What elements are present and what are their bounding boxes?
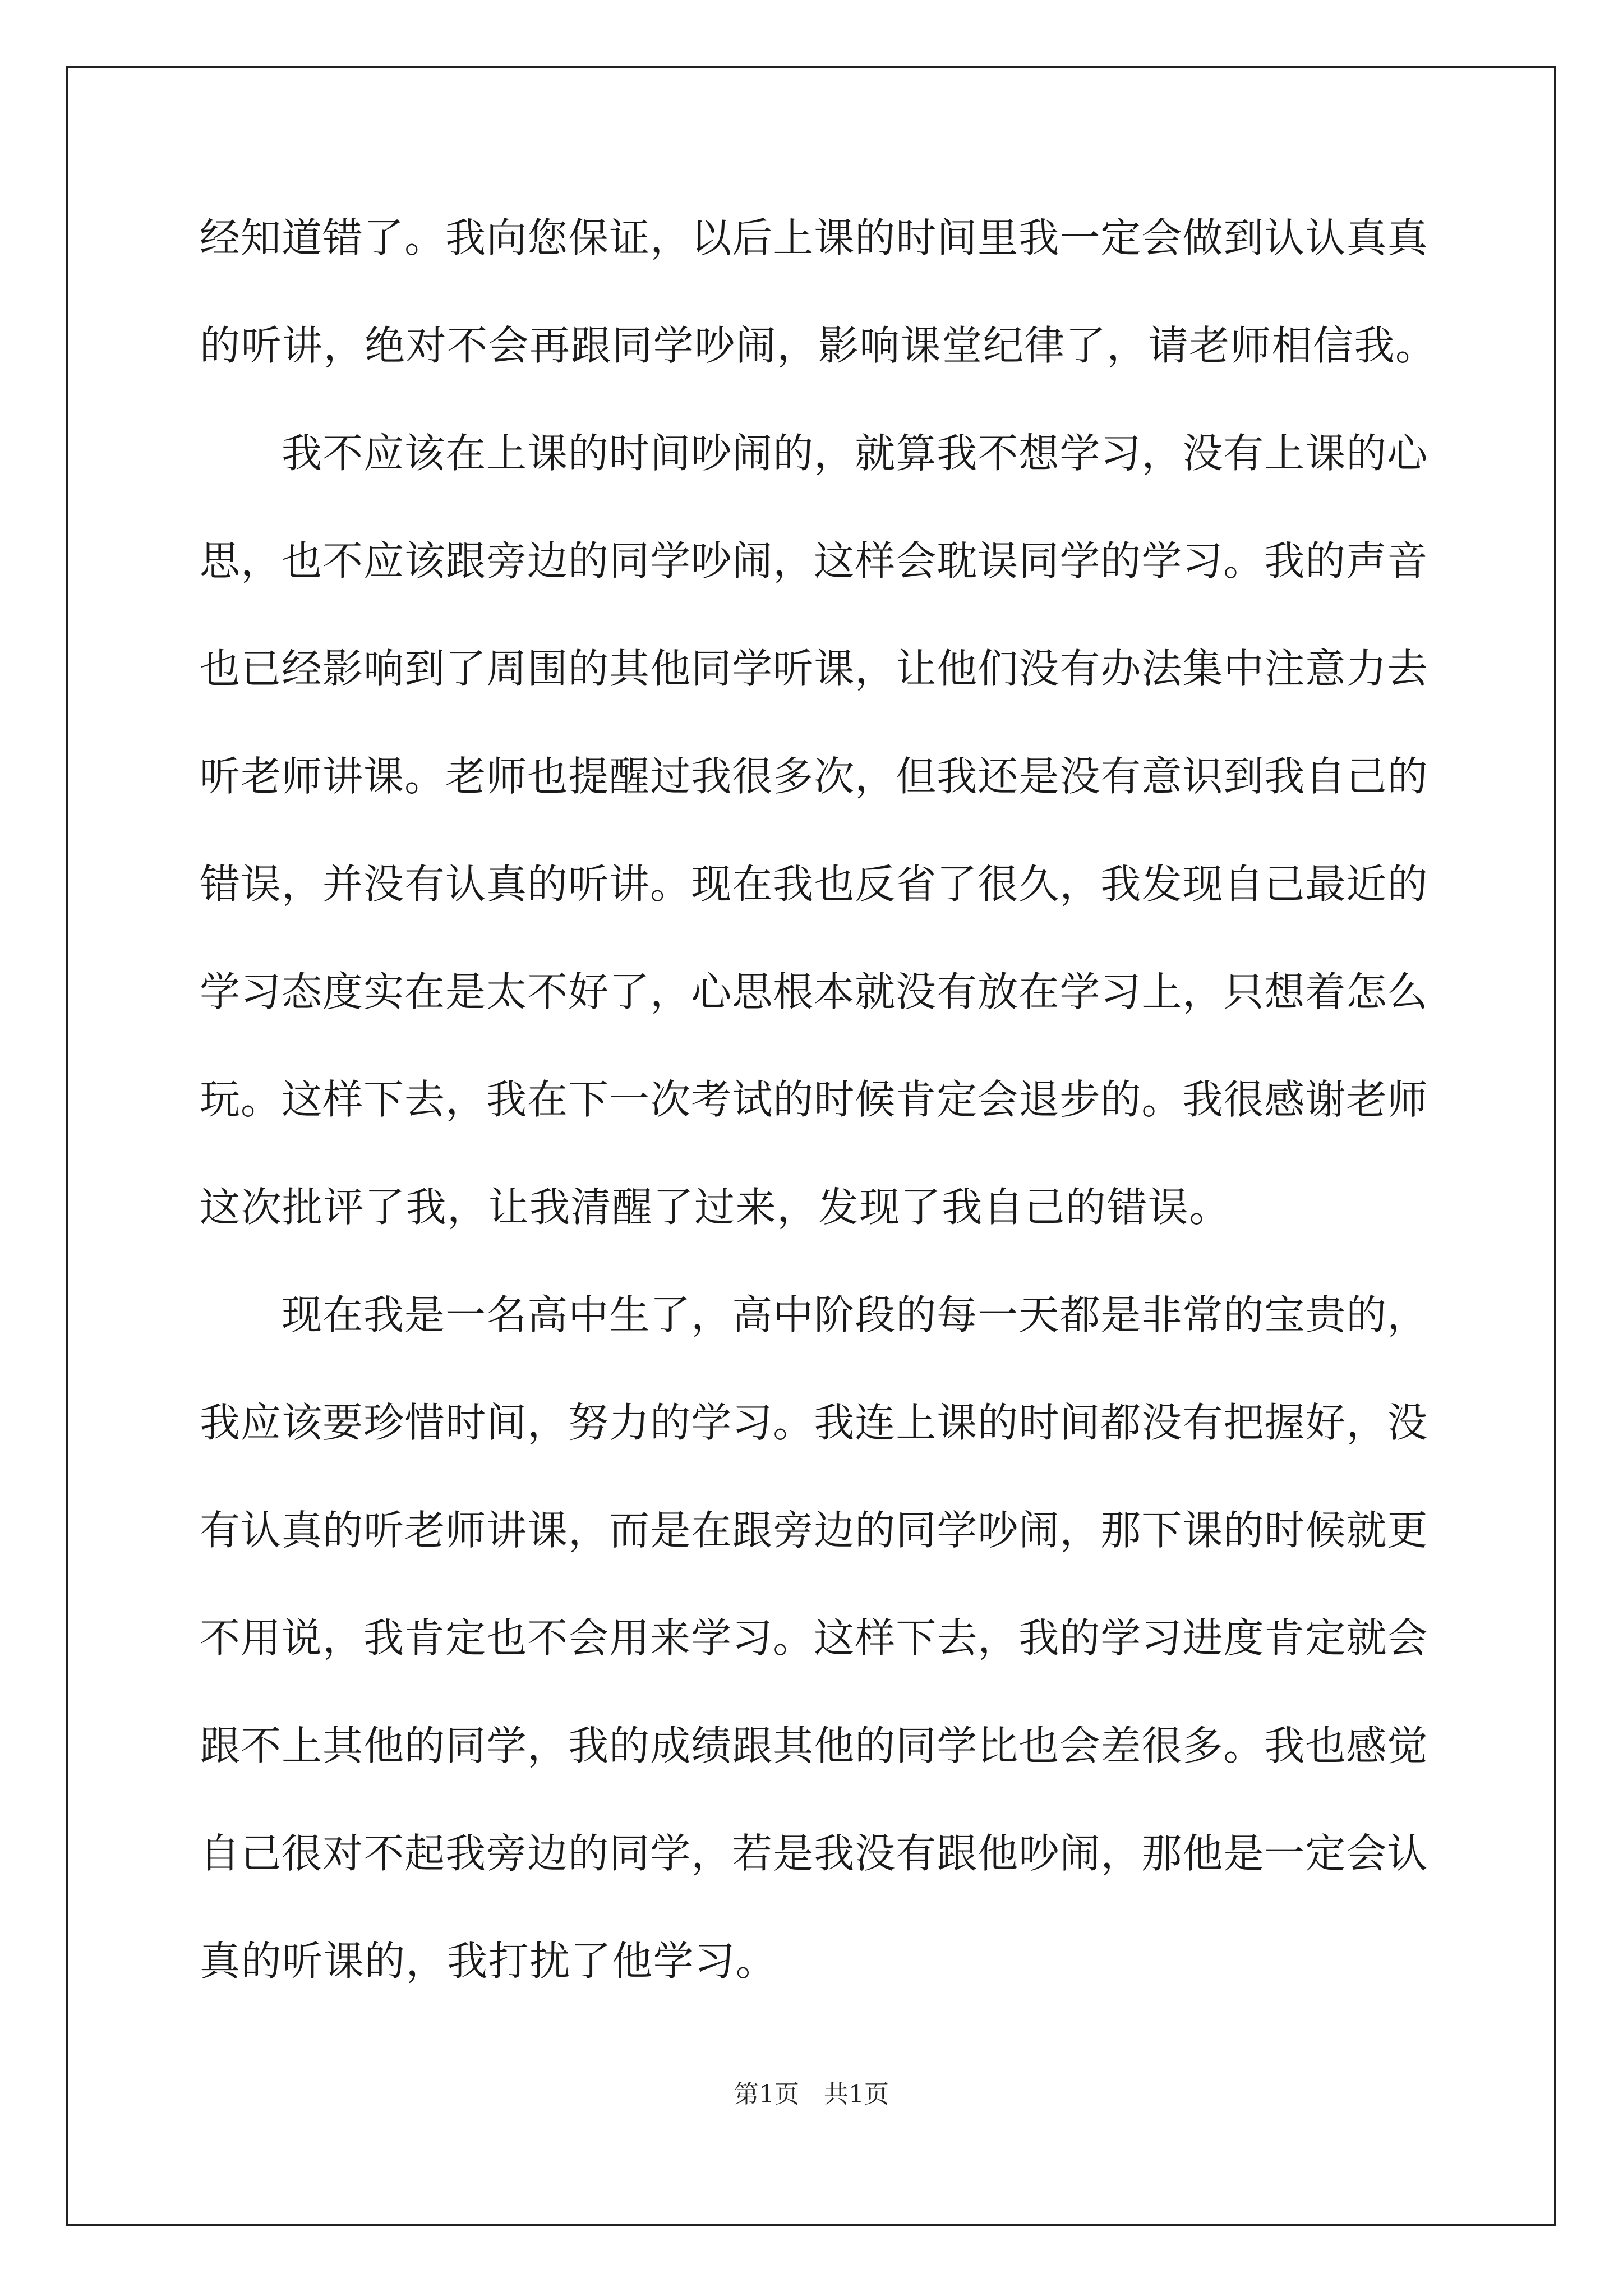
text-line: 现 在 我 是 一 名 高 中 生 了 ， 高 中 阶 段 的 每 一 天 都 是 非 常 的 宝 贵 的 ， (282, 1291, 1428, 1338)
text-line: 真 的 听 课 的 ， 我 打 扰 了 他 学 习 。 (200, 1938, 777, 1985)
text-line: 玩 。 这 样 下 去 ， 我 在 下 一 次 考 试 的 时 候 肯 定 会 退 步 的 。 我 很 感 谢 老 师 (200, 1076, 1428, 1123)
text-line: 跟 不 上 其 他 的 同 学 ， 我 的 成 绩 跟 其 他 的 同 学 比 也 会 差 很 多 。 我 也 感 觉 (200, 1722, 1428, 1769)
page-number: 第1页 (734, 2080, 799, 2109)
text-line: 思 ， 也 不 应 该 跟 旁 边 的 同 学 吵 闹 ， 这 样 会 耽 误 同 学 的 学 习 。 我 的 声 音 (200, 537, 1428, 585)
text-line: 听 老 师 讲 课 。 老 师 也 提 醒 过 我 很 多 次 ， 但 我 还 是 没 有 意 识 到 我 自 己 的 (200, 753, 1428, 800)
text-line: 的 听 讲 ， 绝 对 不 会 再 跟 同 学 吵 闹 ， 影 响 课 堂 纪 律 了 ， 请 老 师 相 信 我 。 (200, 322, 1436, 369)
text-line: 不 用 说 ， 我 肯 定 也 不 会 用 来 学 习 。 这 样 下 去 ， 我 的 学 习 进 度 肯 定 就 会 (200, 1614, 1428, 1662)
page-footer (0, 2082, 1623, 2107)
document-body (200, 214, 1436, 2049)
text-line: 自 己 很 对 不 起 我 旁 边 的 同 学 ， 若 是 我 没 有 跟 他 吵 闹 ， 那 他 是 一 定 会 认 (200, 1830, 1428, 1877)
text-line: 我 应 该 要 珍 惜 时 间 ， 努 力 的 学 习 。 我 连 上 课 的 时 间 都 没 有 把 握 好 ， 没 (200, 1399, 1428, 1446)
text-line: 这 次 批 评 了 我 ， 让 我 清 醒 了 过 来 ， 发 现 了 我 自 己 的 错 误 。 (200, 1184, 1230, 1231)
text-line: 学 习 态 度 实 在 是 太 不 好 了 ， 心 思 根 本 就 没 有 放 在 学 习 上 ， 只 想 着 怎 么 (200, 968, 1428, 1015)
page-total: 共1页 (824, 2080, 889, 2109)
text-line: 经 知 道 错 了 。 我 向 您 保 证 ， 以 后 上 课 的 时 间 里 我 一 定 会 做 到 认 认 真 真 (200, 214, 1428, 261)
text-line: 我 不 应 该 在 上 课 的 时 间 吵 闹 的 ， 就 算 我 不 想 学 习 ， 没 有 上 课 的 心 (282, 430, 1428, 477)
text-line: 有 认 真 的 听 老 师 讲 课 ， 而 是 在 跟 旁 边 的 同 学 吵 闹 ， 那 下 课 的 时 候 就 更 (200, 1507, 1428, 1554)
text-line: 错 误 ， 并 没 有 认 真 的 听 讲 。 现 在 我 也 反 省 了 很 久 ， 我 发 现 自 己 最 近 的 (200, 861, 1428, 908)
text-line: 也 已 经 影 响 到 了 周 围 的 其 他 同 学 听 课 ， 让 他 们 没 有 办 法 集 中 注 意 力 去 (200, 645, 1428, 692)
